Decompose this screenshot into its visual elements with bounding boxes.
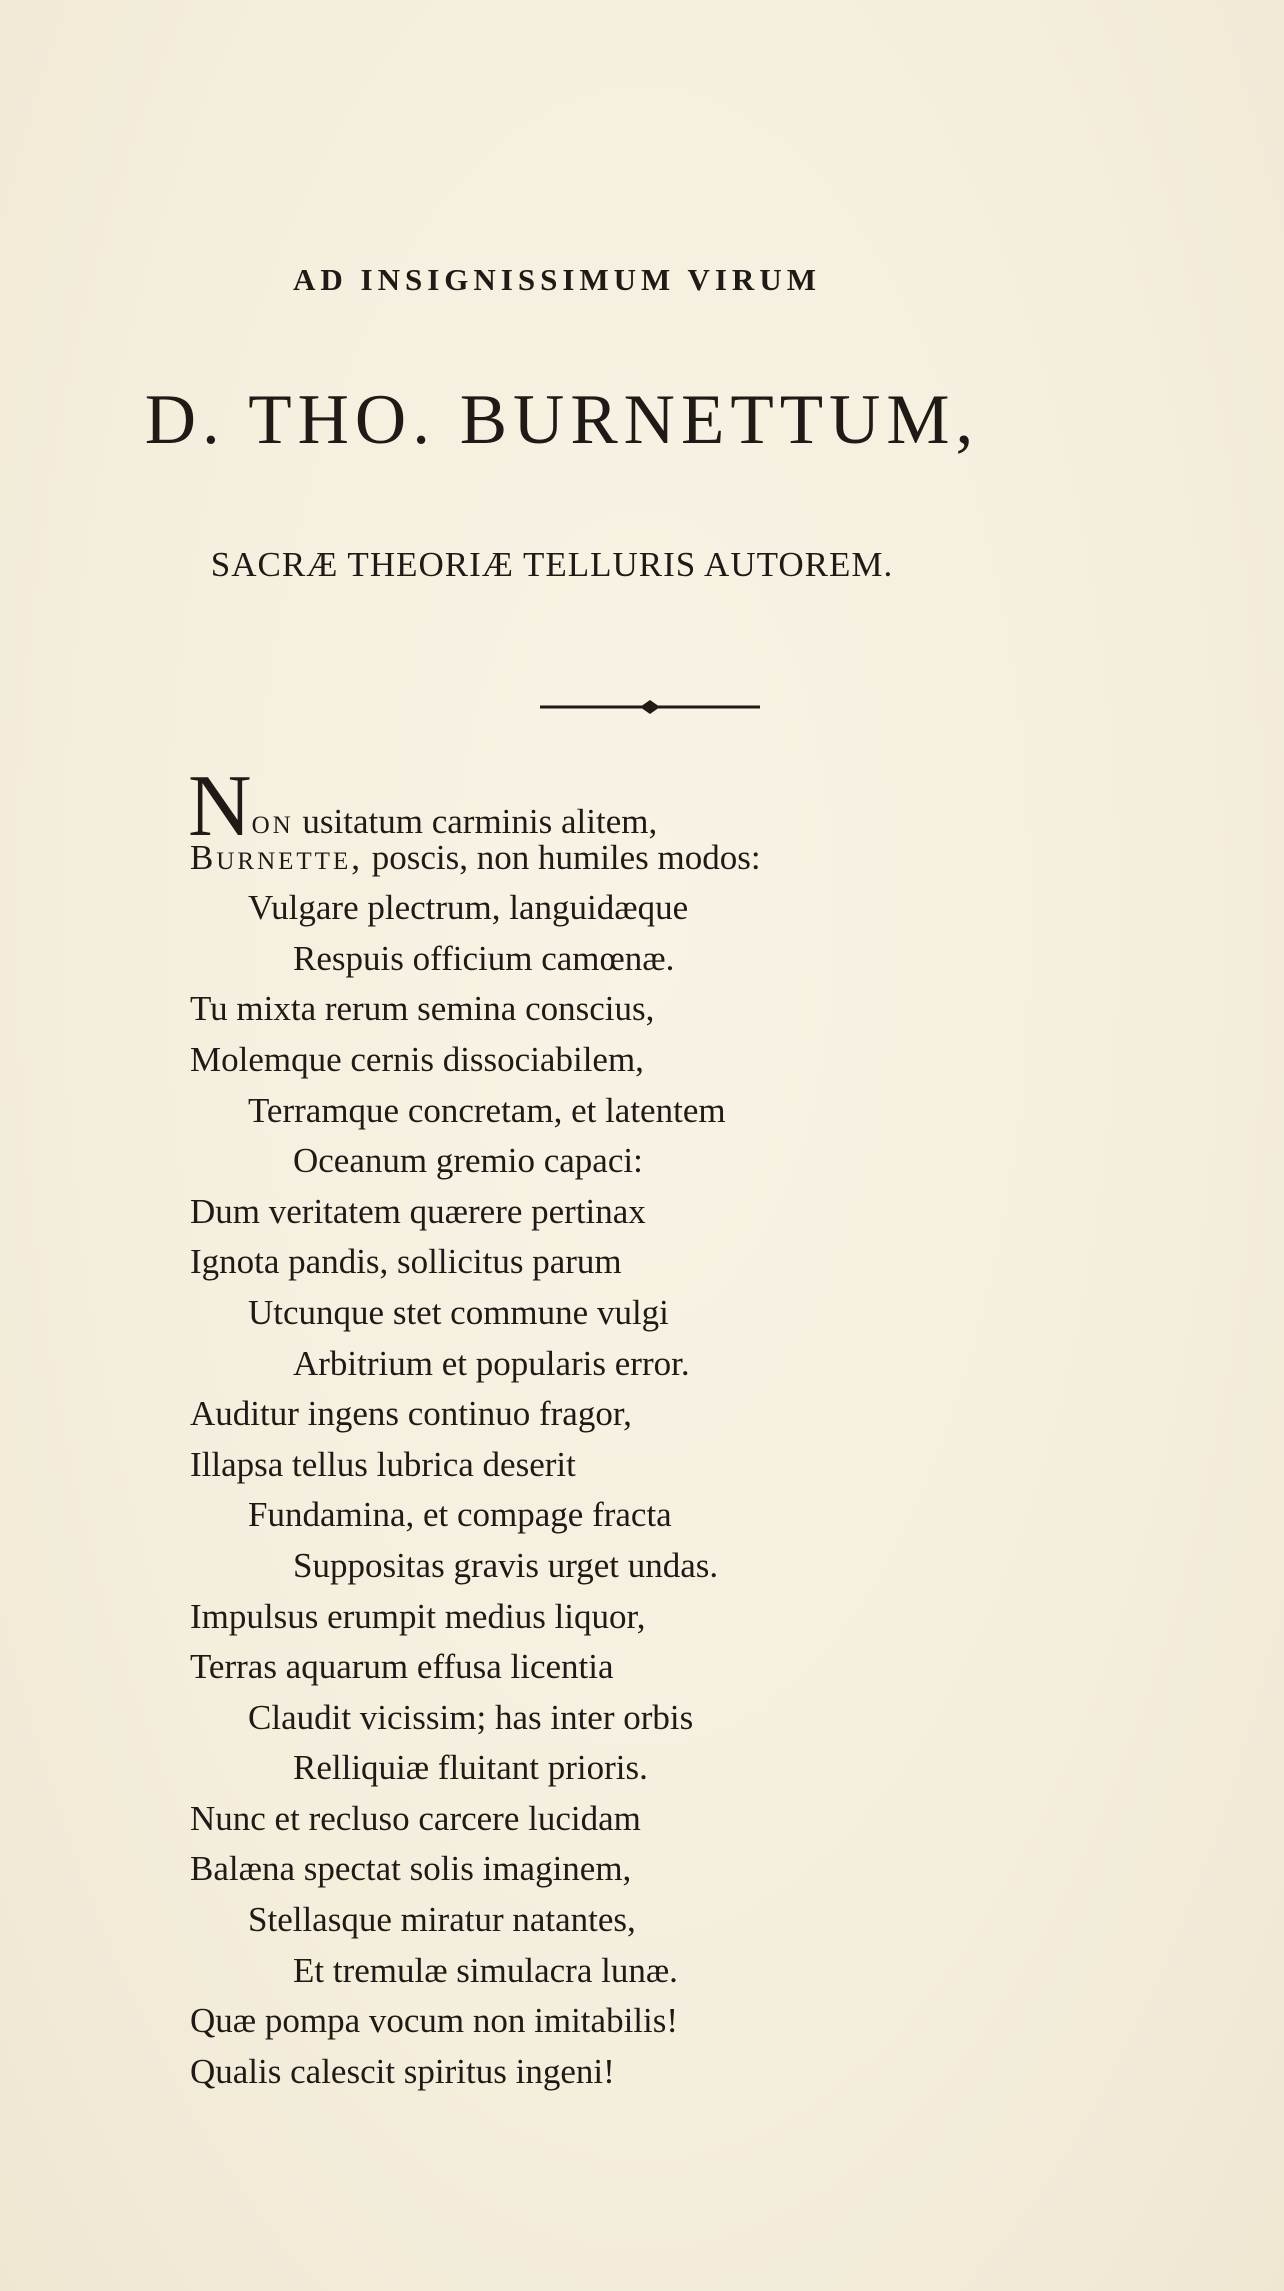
- poem-line: Respuis officium camœnæ.: [293, 938, 675, 978]
- drop-cap: N: [188, 758, 252, 855]
- addressee-name: Burnette,: [190, 837, 363, 877]
- poem-line: Stellasque miratur natantes,: [248, 1900, 636, 1940]
- first-word-rest: on: [251, 802, 294, 841]
- poem-line: Vulgare plectrum, languidæque: [248, 888, 689, 928]
- poem-line: Quæ pompa vocum non imitabilis!: [190, 2001, 679, 2041]
- poem-line: Illapsa tellus lubrica deserit: [190, 1444, 576, 1484]
- poem: [188, 758, 1090, 2097]
- poem-line: Qualis calescit spiritus ingeni!: [190, 2051, 615, 2091]
- poem-line: Oceanum gremio capaci:: [293, 1141, 643, 1181]
- poem-line: Et tremulæ simulacra lunæ.: [293, 1950, 678, 1990]
- poem-line: Suppositas gravis urget undas.: [293, 1545, 719, 1585]
- poem-line: Tu mixta rerum semina conscius,: [190, 989, 655, 1029]
- ornamental-rule: [540, 695, 760, 719]
- poem-line: Ignota pandis, sollicitus parum: [190, 1242, 622, 1282]
- poem-line: Fundamina, et compage fracta: [248, 1495, 672, 1535]
- first-line-text: usitatum carminis alitem,: [293, 802, 658, 841]
- poem-line: Terras aquarum effusa licentia: [190, 1647, 614, 1687]
- poem-line: [188, 758, 1090, 855]
- poem-line: Impulsus erumpit medius liquor,: [190, 1596, 646, 1636]
- poem-line: Molemque cernis dissociabilem,: [190, 1039, 644, 1079]
- poem-line: Utcunque stet commune vulgi: [248, 1292, 669, 1332]
- poem-line: Auditur ingens continuo fragor,: [190, 1394, 632, 1434]
- poem-line: Terramque concretam, et latentem: [248, 1090, 726, 1130]
- poem-line: Arbitrium et popularis error.: [293, 1343, 690, 1383]
- dedicatee-subtitle: SACRÆ THEORIÆ TELLURIS AUTOREM.: [210, 545, 894, 584]
- second-line-text: poscis, non humiles modos:: [362, 837, 761, 877]
- poem-line: Balæna spectat solis imaginem,: [190, 1849, 632, 1889]
- poem-line: Relliquiæ fluitant prioris.: [293, 1748, 648, 1788]
- poem-line: Claudit vicissim; has inter orbis: [248, 1697, 694, 1737]
- poem-line: Dum veritatem quærere pertinax: [190, 1191, 646, 1231]
- dedication-heading: AD INSIGNISSIMUM VIRUM: [293, 262, 821, 297]
- poem-line: Nunc et recluso carcere lucidam: [190, 1798, 641, 1838]
- dedicatee-name: D. THO. BURNETTUM,: [144, 381, 980, 459]
